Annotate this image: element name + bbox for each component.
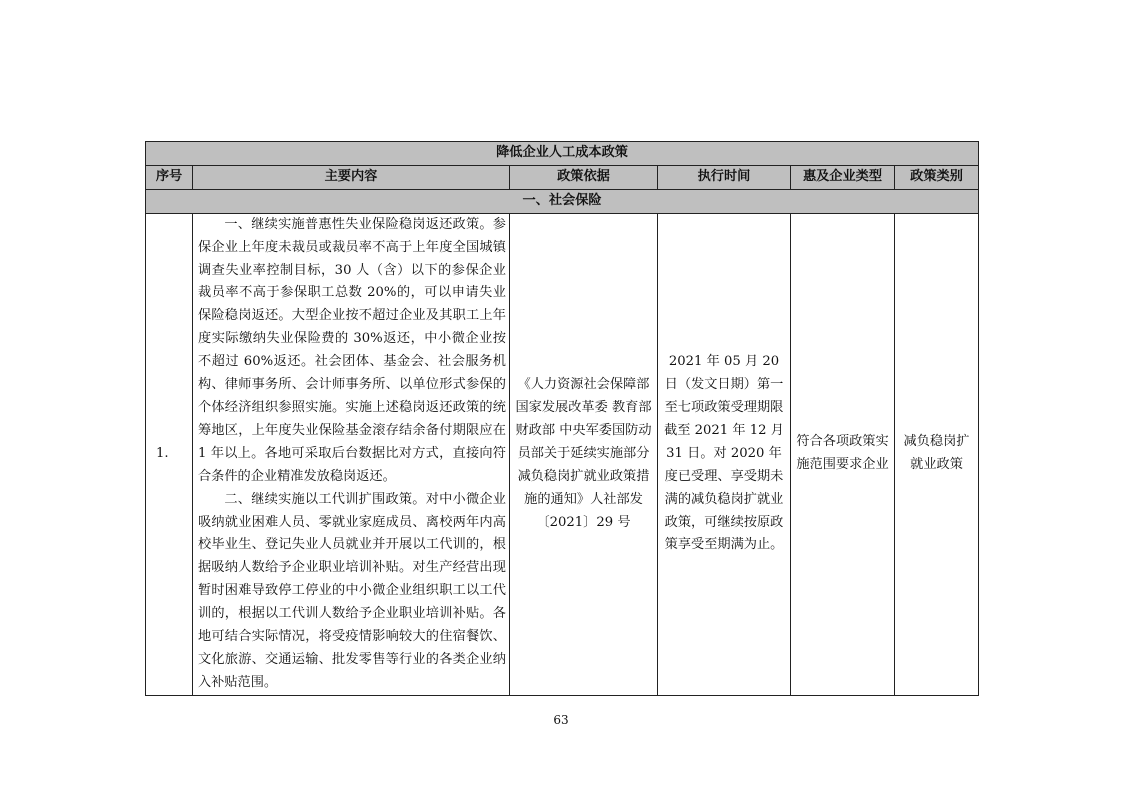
header-basis: 政策依据 [510,165,658,189]
row-basis: 《人力资源社会保障部 国家发展改革委 教育部 财政部 中央军委国防动员部关于延续实施部分减负稳岗扩就业政策措施的通知》人社部发〔2021〕29 号 [510,213,658,695]
section-row [146,189,979,213]
header-category: 政策类别 [895,165,979,189]
table-title-row [146,142,979,166]
header-enterprise-type: 惠及企业类型 [791,165,895,189]
table-header-row [146,165,979,189]
content-paragraph-2: 二、继续实施以工代训扩围政策。对中小微企业吸纳就业困难人员、零就业家庭成员、离校两年内高校毕业生、登记失业人员就业并开展以工代训的，根据吸纳人数给予企业职业培训补贴。对生产经营出现暂时困难导致停工停业的中小微企业组织职工以工代训的，根据以工代训人数给予企业职业培训补贴。各地可结合实际情况，将受疫情影响较大的住宿餐饮、文化旅游、交通运输、批发零售等行业的各类企业纳入补贴范围。 [198,491,506,690]
table-title: 降低企业人工成本政策 [146,142,979,166]
row-time: 2021 年 05 月 20 日（发文日期）第一至七项政策受理期限截至 2021 年 12 月 31 日。对 2020 年度已受理、享受期未满的减负稳岗扩就业政策，可继续按原政策享受至期满为止。 [658,213,791,695]
row-content [193,213,510,695]
table-row [146,213,979,695]
header-no: 序号 [146,165,193,189]
policy-table [145,141,979,696]
row-number: 1. [146,213,193,695]
row-category: 减负稳岗扩就业政策 [895,213,979,695]
header-time: 执行时间 [658,165,791,189]
content-paragraph-1: 一、继续实施普惠性失业保险稳岗返还政策。参保企业上年度未裁员或裁员率不高于上年度全国城镇调查失业率控制目标，30 人（含）以下的参保企业裁员率不高于参保职工总数 20%的，可以申请失业保险稳岗返还。大型企业按不超过企业及其职工上年度实际缴纳失业保险费的 30%返还，中小微企业按不超过 60%返还。社会团体、基金会、社会服务机构、律师事务所、会计师事务所、以单位形式参保的个体经济组织参照实施。实施上述稳岗返还政策的统筹地区，上年度失业保险基金滚存结余备付期限应在 1 年以上。各地可采取后台数据比对方式，直接向符合条件的企业精准发放稳岗返还。 [198,216,506,484]
header-content: 主要内容 [193,165,510,189]
page-number: 63 [553,713,569,727]
section-title: 一、社会保险 [146,189,979,213]
row-enterprise-type: 符合各项政策实施范围要求企业 [791,213,895,695]
